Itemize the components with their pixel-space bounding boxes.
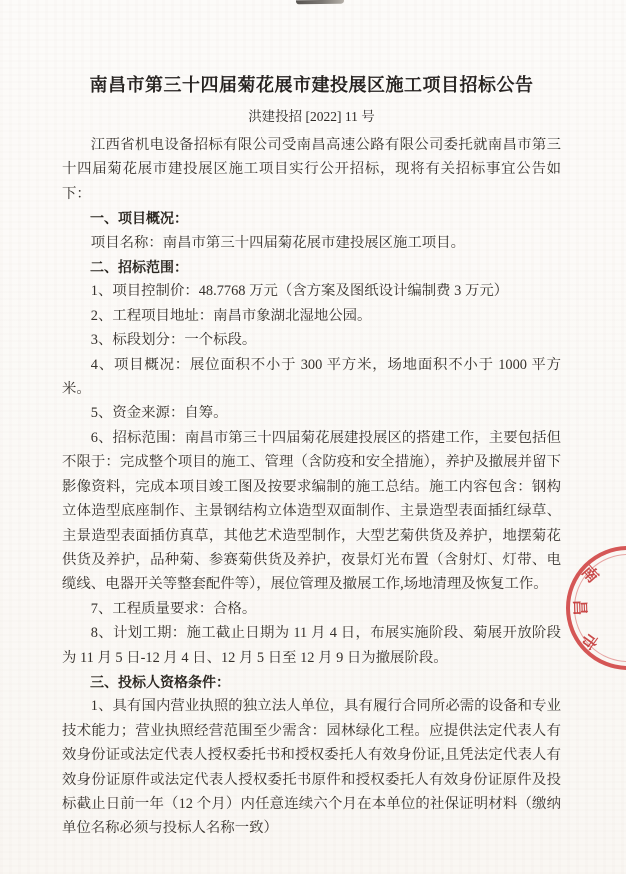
document-number: 洪建投招 [2022] 11 号 [248,109,375,124]
schedule-paragraph: 8、计划工期：施工截止日期为 11 月 4 日，布展实施阶段、菊展开放阶段为 11 月 5 日-12 月 4 日、12 月 5 日至 12 月 9 日为撤展阶段。 [62,625,561,666]
stamp-character: 市 [576,628,600,652]
project-address-paragraph: 2、工程项目地址：南昌市象湖北湿地公园。 [90,307,372,324]
project-overview-paragraph: 4、项目概况：展位面积不小于 300 平方米，场地面积不小于 1000 平方米。 [62,356,561,398]
stamp-character: 昌 [570,599,588,616]
project-name-paragraph: 项目名称：南昌市第三十四届菊花展市建投展区施工项目。 [90,234,465,251]
page-title: 南昌市第三十四届菊花展市建投展区施工项目招标公告 [89,75,534,95]
section-3-heading: 三、投标人资格条件： [90,673,230,690]
section-2-heading: 二、招标范围： [90,259,188,276]
control-price-paragraph: 1、项目控制价：48.7768 万元（含方案及图纸设计编制费 3 万元） [90,283,509,300]
stamp-character: 南 [577,563,602,587]
bid-scope-paragraph: 6、招标范围：南昌市第三十四届菊花展建投展区的搭建工作，主要包括但不限于：完成整个项目的施工、管理（含防疫和安全措施），养护及撤展并留下影像资料，完成本项目竣工图及按要求编制的施工总结。施工内容包含：钢构立体造型底座制作、主景钢结构立体造型双面制作、主景造型表面插红绿草、主景造型表面插仿真草，其他艺术造型制作，大型艺菊供货及养护，地摆菊花供货及养护，品种菊、参赛菊供货及养护，夜景灯光布置（含射灯、灯带、电缆线、电器开关等整套配件等），展位管理及撤展工作,场地清理及恢复工作。 [62,429,561,593]
bidder-qualification-paragraph: 1、具有国内营业执照的独立法人单位，具有履行合同所必需的设备和专业技术能力；营业执照经营范围至少需含：园林绿化工程。应提供法定代表人有效身份证或法定代表人授权委托书和授权委托人有效身份证,且凭法定代表人有效身份证原件或法定代表人授权委托书原件和授权委托人有效身份证原件及投标截止日前一年（12 个月）内任意连续六个月在本单位的社保证明材料（缴纳单位名称必须与投标人名称一致） [62,698,561,837]
intro-paragraph: 江西省机电设备招标有限公司受南昌高速公路有限公司委托就南昌市第三十四届菊花展市建投展区施工项目实行公开招标，现将有关招标事宜公告如下： [62,137,561,202]
official-red-stamp [566,546,626,670]
document-content [62,72,561,841]
quality-requirement-paragraph: 7、工程质量要求：合格。 [90,600,257,617]
scan-artifact-smudge [296,0,344,4]
funding-source-paragraph: 5、资金来源：自筹。 [90,405,228,422]
section-1-heading: 一、项目概况： [90,210,188,227]
bid-section-paragraph: 3、标段划分：一个标段。 [90,332,257,349]
